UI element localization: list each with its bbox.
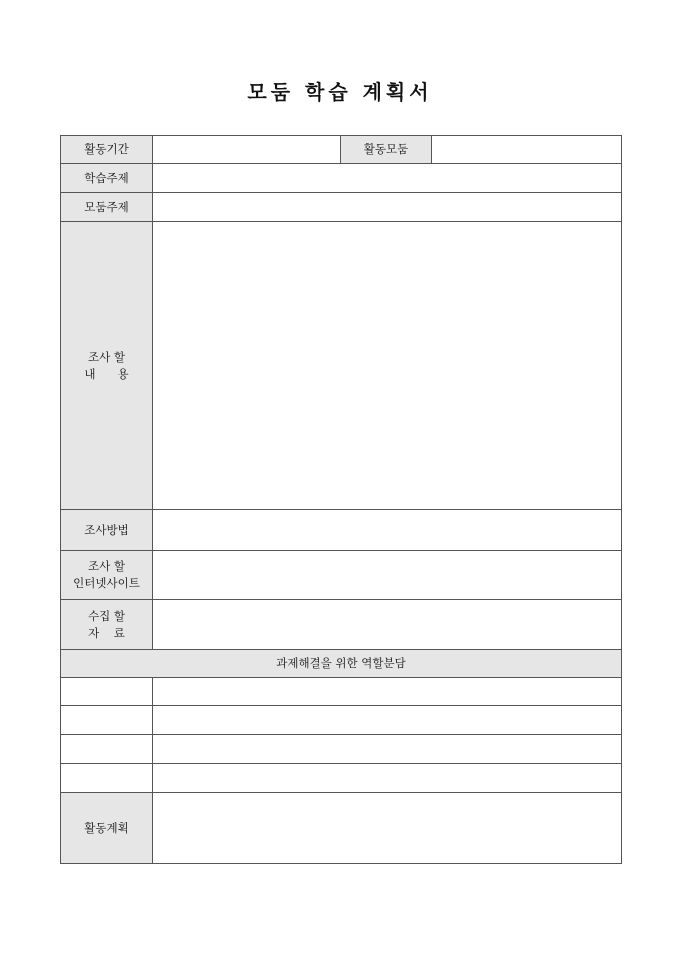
research-method-label: 조사방법	[61, 510, 153, 551]
research-sites-label-line1: 조사 할	[88, 559, 125, 573]
group-subject-label: 모둠주제	[61, 193, 153, 222]
research-content-label-line1: 조사 할	[88, 349, 125, 364]
group-subject-field[interactable]	[153, 193, 622, 222]
activity-group-field[interactable]	[432, 136, 622, 164]
collect-material-label	[61, 600, 153, 650]
research-sites-field[interactable]	[153, 551, 622, 600]
row-research-method	[61, 510, 622, 551]
collect-material-label-line1: 수집 할	[88, 608, 125, 623]
research-method-field[interactable]	[153, 510, 622, 551]
research-content-field[interactable]	[153, 222, 622, 510]
role-name-cell[interactable]	[61, 678, 153, 706]
role-task-cell[interactable]	[153, 706, 622, 735]
row-activity-plan	[61, 793, 622, 864]
activity-group-label: 활동모둠	[341, 136, 432, 164]
row-study-subject	[61, 164, 622, 193]
role-row	[61, 706, 622, 735]
research-sites-label	[61, 551, 153, 600]
collect-material-label-line2: 자 료	[88, 625, 125, 640]
activity-period-label: 활동기간	[61, 136, 153, 164]
role-name-cell[interactable]	[61, 735, 153, 764]
row-research-content	[61, 222, 622, 510]
activity-period-field[interactable]	[153, 136, 341, 164]
row-role-header	[61, 650, 622, 678]
role-name-cell[interactable]	[61, 706, 153, 735]
role-task-cell[interactable]	[153, 764, 622, 793]
study-subject-field[interactable]	[153, 164, 622, 193]
row-group-subject	[61, 193, 622, 222]
plan-form	[60, 135, 622, 864]
research-content-label-line2: 내 용	[84, 366, 129, 381]
research-content-label	[61, 222, 153, 510]
role-task-cell[interactable]	[153, 735, 622, 764]
role-row	[61, 764, 622, 793]
role-name-cell[interactable]	[61, 764, 153, 793]
research-sites-label-line2: 인터넷사이트	[73, 576, 140, 590]
activity-plan-field[interactable]	[153, 793, 622, 864]
row-collect-material	[61, 600, 622, 650]
activity-plan-label: 활동계획	[61, 793, 153, 864]
study-subject-label: 학습주제	[61, 164, 153, 193]
role-task-cell[interactable]	[153, 678, 622, 706]
collect-material-field[interactable]	[153, 600, 622, 650]
role-division-header: 과제해결을 위한 역할분담	[61, 650, 622, 678]
role-row	[61, 678, 622, 706]
role-row	[61, 735, 622, 764]
row-research-sites	[61, 551, 622, 600]
row-period-group	[61, 136, 622, 164]
page-title: 모둠 학습 계획서	[247, 80, 433, 104]
